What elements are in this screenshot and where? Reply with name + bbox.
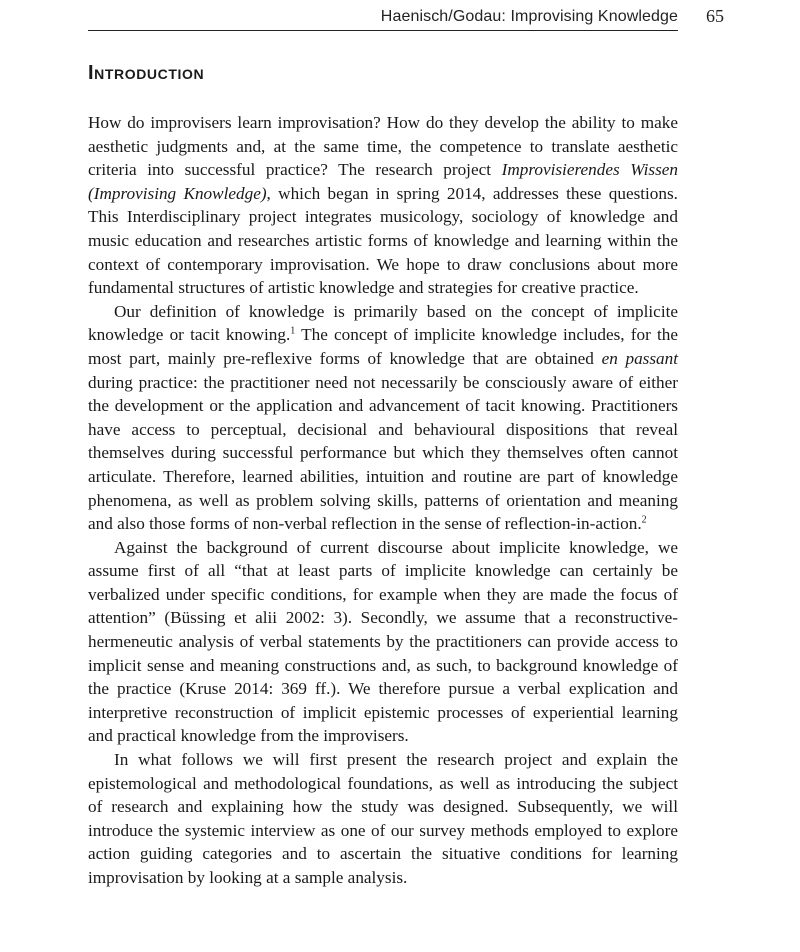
paragraph-2-text-d: during practice: the practitioner need not necessarily be consciously aware of either the development or the application and advancement of tacit knowing. Practitioners have access to perceptual, decisional and behavioural dispositions that reveal themselves during successful performance but which they themselves often cannot articulate. Therefore, learned abilities, intuition and routine are part of knowledge phenomena, as well as problem solving skills, patterns of orientation and meaning and also those forms of non-verbal reflection in the sense of reflection-in-action. [88,372,678,534]
body-text [88,111,678,890]
footnote-ref-1[interactable]: 1 [290,325,296,337]
paragraph-3: Against the background of current discourse about implicite knowledge, we assume first of all “that at least parts of implicite knowledge can certainly be verbalized under specific conditions, for example when they are made the focus of attention” (Büssing et alii 2002: 3). Secondly, we assume that a reconstructive-hermeneutic analysis of verbal statements by the practitioners can provide access to implicit sense and meaning constructions and, as such, to background knowledge of the practice (Kruse 2014: 369 ff.). We therefore pursue a verbal explication and interpretive reconstruction of implicit epistemic processes of experiential learning and practical knowledge from the improvisers. [88,537,678,746]
footnote-ref-2[interactable]: 2 [641,514,647,526]
paragraph-2-text-a: Our definition of knowledge is primarily based on the concept of implicite knowledge or tacit knowing. [88,301,678,345]
paragraph-1 [88,111,678,300]
paragraph-4: In what follows we will first present the research project and explain the epistemological and methodological foundations, as well as introducing the subject of research and explaining how the study was designed. Subsequently, we will introduce the systemic interview as one of our survey methods employed to explore action guiding categories and to ascertain the situative conditions for learning improvisation by looking at a sample analysis. [88,750,678,887]
page-number: 65 [706,6,724,26]
project-title-italic: Improvisierendes Wissen (Improvising Knowledge) [88,160,678,203]
section-heading: Introduction [88,62,205,84]
en-passant-italic: en passant [601,348,678,368]
paragraph-1-text-a: How do improvisers learn improvisation? How do they develop the ability to make aesthetic judgments and, at the same time, the competence to translate aesthetic criteria into successful practice? The research project [88,113,678,180]
paragraph-2-text-b: The concept of implicite knowledge includes, for the most part, mainly pre-reflexive forms of knowledge that are obtained [88,325,678,368]
running-title: Haenisch/Godau: Improvising Knowledge [380,8,678,25]
paragraph-1-text-c: , which began in spring 2014, addresses these questions. This Interdisciplinary project integrates musicology, sociology of knowledge and music education and researches artistic forms of knowledge and learning within the context of contemporary improvisation. We hope to draw conclusions about more fundamental structures of artistic knowledge and strategies for creative practice. [88,183,678,298]
paragraph-2 [88,300,678,536]
running-head [88,4,678,31]
